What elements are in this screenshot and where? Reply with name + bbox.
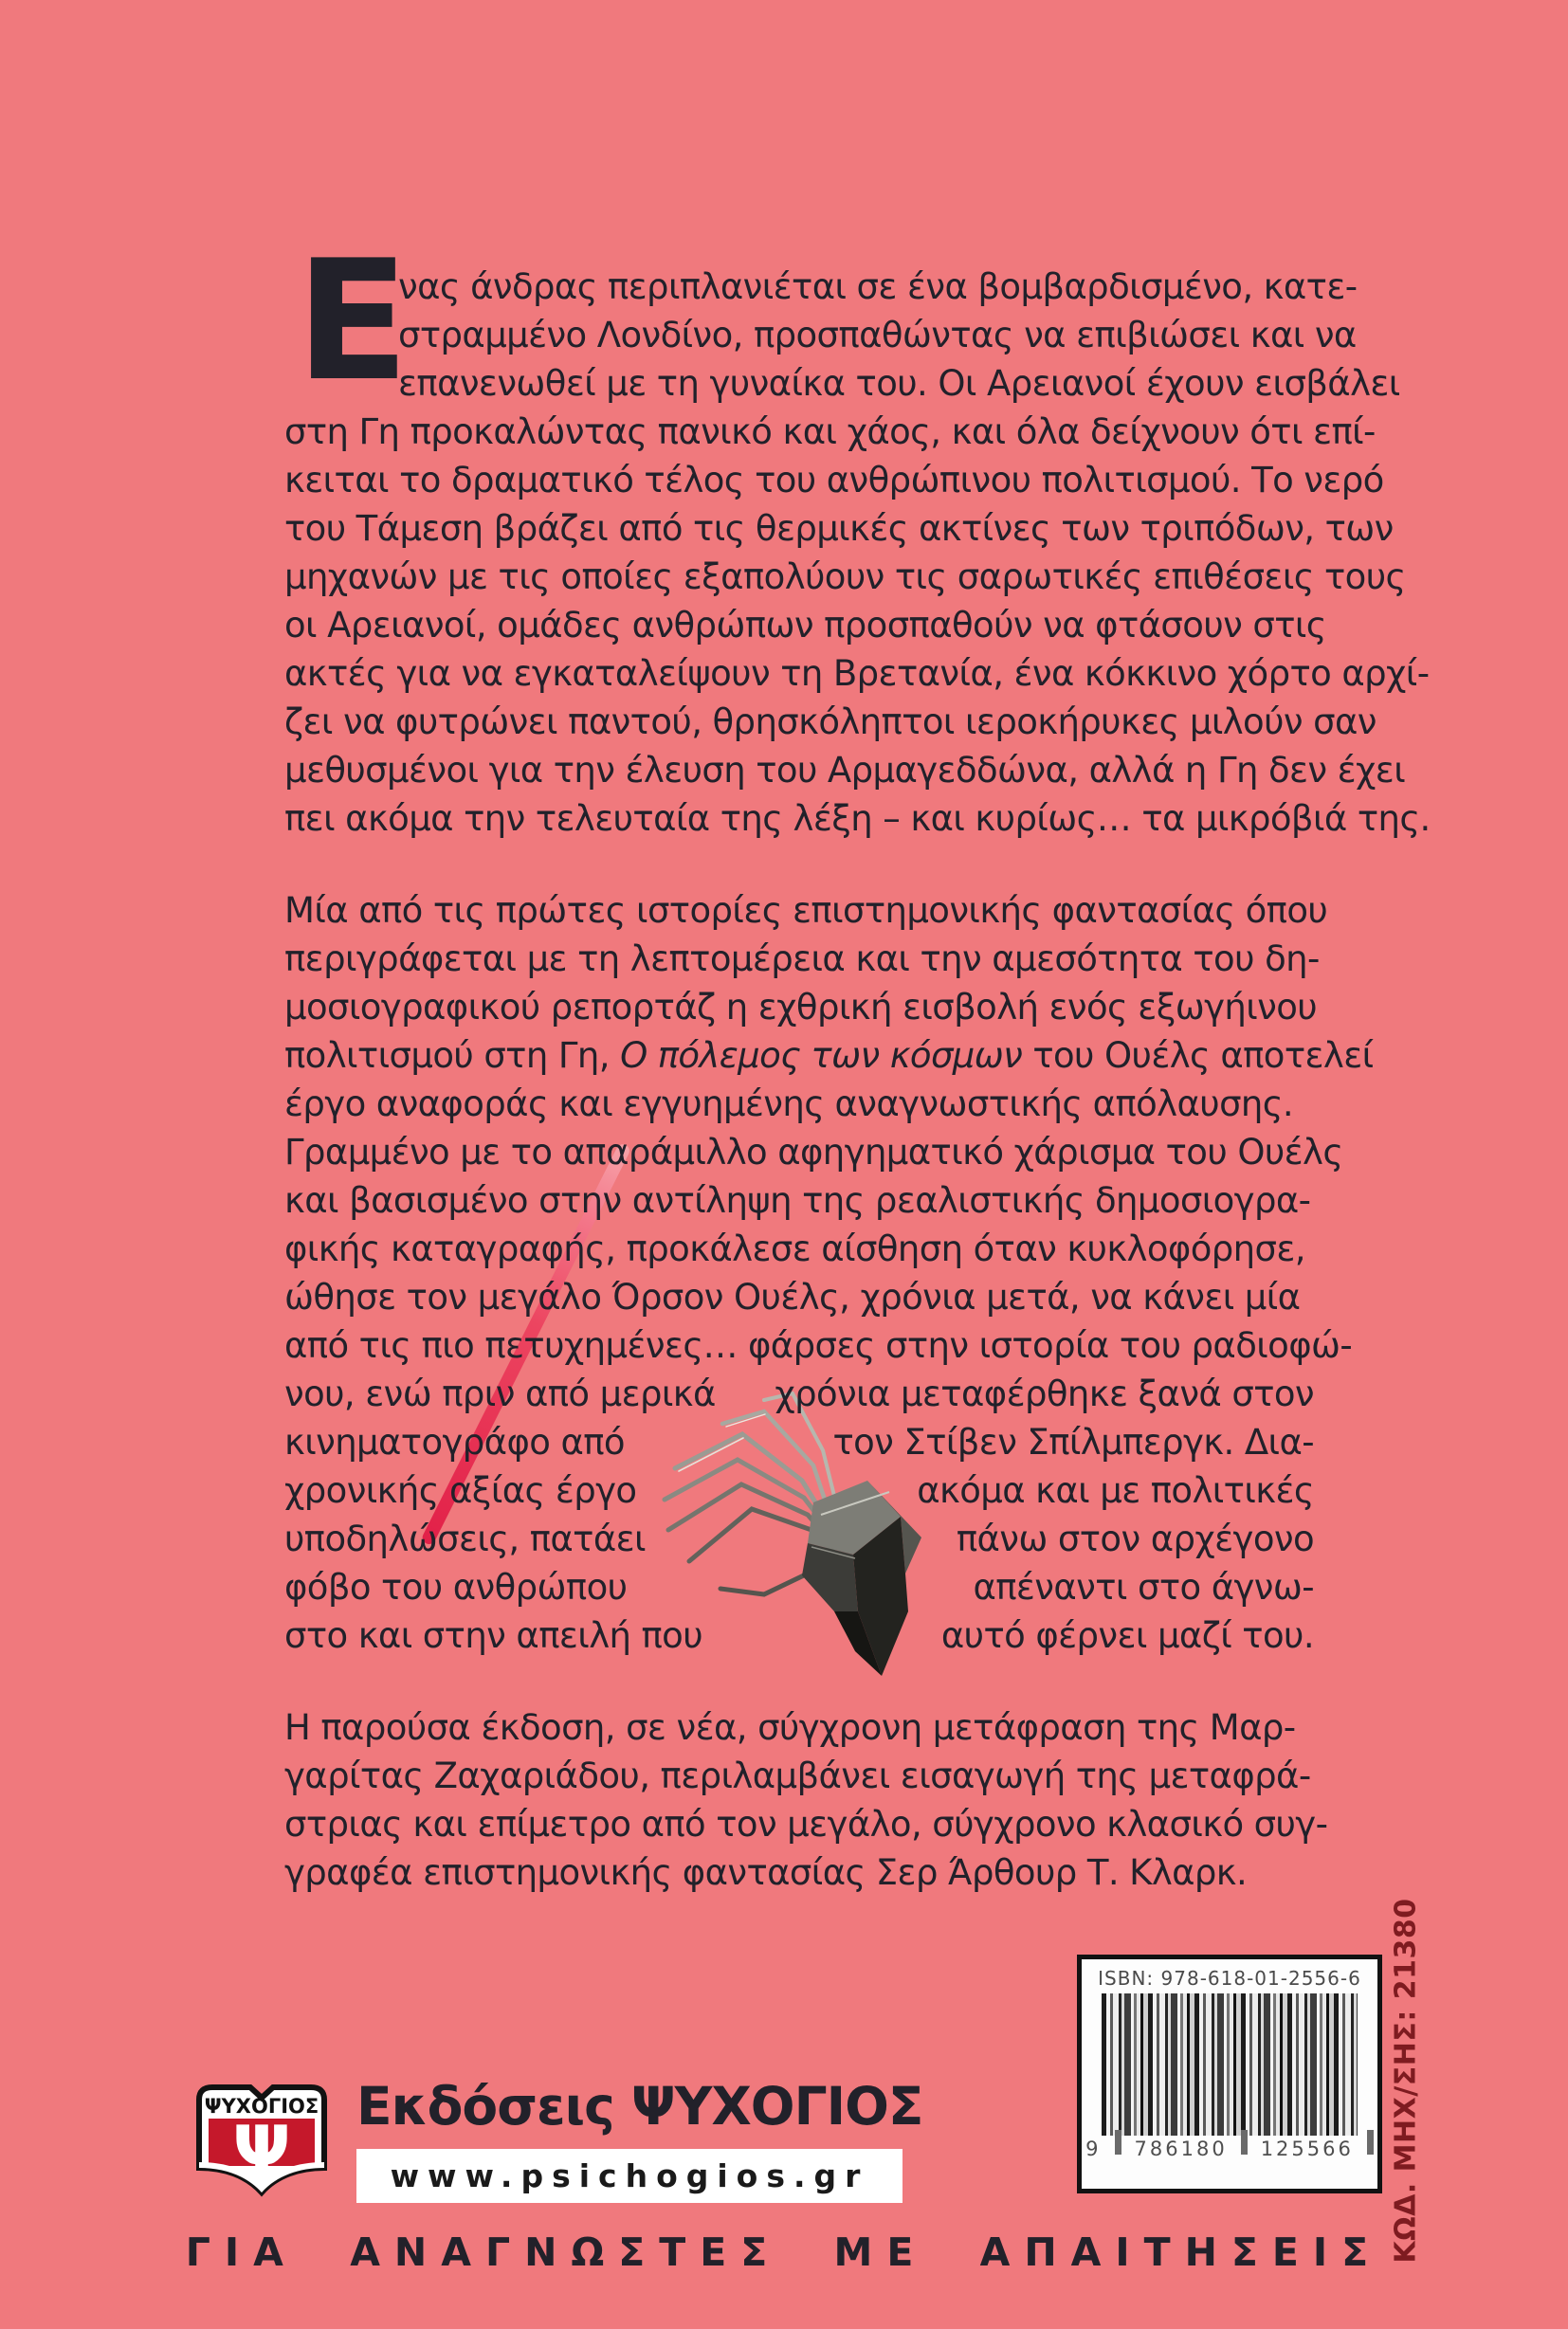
text-line: μοσιογραφικού ρεπορτάζ η εχθρική εισβολή ενός εξωγήινου	[284, 987, 1318, 1028]
text-line: μεθυσμένοι για την έλευση του Αρμαγεδδώνα, αλλά η Γη δεν έχει	[284, 750, 1406, 791]
website-url[interactable]: www.psichogios.gr	[390, 2157, 869, 2194]
machine-code-vertical-text: ΚΩΔ. ΜΗΧ/ΣΗΣ: 21380	[1389, 1898, 1423, 2264]
text-line: γαρίτας Ζαχαριάδου, περιλαμβάνει εισαγωγή της μεταφρά-	[284, 1756, 1311, 1796]
text-line: οι Αρειανοί, ομάδες ανθρώπων προσπαθούν να φτάσουν στις	[284, 605, 1326, 646]
text-line: νου, ενώ πριν από μερικά χρόνια μεταφέρθηκε ξανά στον	[284, 1374, 1314, 1414]
blurb-text	[284, 226, 1431, 1897]
text-line: από τις πιο πετυχημένες… φάρσες στην ιστορία του ραδιοφώ-	[284, 1325, 1353, 1366]
barcode-guard-bar	[1367, 2130, 1374, 2155]
text-line: του Τάμεση βράζει από τις θερμικές ακτίνες των τριπόδων, των	[284, 508, 1394, 549]
publisher-logo	[190, 2079, 334, 2204]
website-bar[interactable]	[356, 2149, 903, 2203]
barcode-guard-bar	[1115, 2130, 1121, 2155]
barcode-bars	[1102, 1993, 1358, 2136]
drop-cap: Ε	[296, 226, 410, 418]
publisher-wordmark: Εκδόσεις ΨΥΧΟΓΙΟΣ	[356, 2076, 923, 2137]
text-line: Γραμμένο με το απαράμιλλο αφηγηματικό χάρισμα του Ουέλς	[284, 1132, 1343, 1173]
text-line: κινηματογράφο από τον Στίβεν Σπίλμπεργκ. Δια-	[284, 1422, 1314, 1463]
text-line: στη Γη προκαλώντας πανικό και χάος, και όλα δείχνουν ότι επί-	[284, 411, 1376, 452]
paragraph-review	[284, 886, 1374, 1660]
text-line: ζει να φυτρώνει παντού, θρησκόληπτοι ιεροκήρυκες μιλούν σαν	[284, 701, 1377, 742]
text-line: στριας και επίμετρο από τον μεγάλο, σύγχρονο κλασικό συγ-	[284, 1804, 1328, 1845]
text-line: νας άνδρας περιπλανιέται σε ένα βομβαρδισμένο, κατε-	[398, 266, 1358, 307]
barcode-guard-bar	[1241, 2130, 1248, 2155]
barcode-digits	[1085, 2138, 1374, 2160]
text-line: επανενωθεί με τη γυναίκα του. Οι Αρειανοί έχουν εισβάλει	[398, 363, 1400, 404]
logo-publisher-name: ΨΥΧΟΓΙΟΣ	[204, 2095, 319, 2118]
text-line: φικής καταγραφής, προκάλεσε αίσθηση όταν κυκλοφόρησε,	[284, 1228, 1305, 1269]
text-line: περιγράφεται με τη λεπτομέρεια και την αμεσότητα του δη-	[284, 938, 1320, 979]
barcode-digit-group: 786180	[1134, 2138, 1228, 2160]
paragraph-edition	[284, 1703, 1328, 1897]
text-line: ώθησε τον μεγάλο Όρσον Ουέλς, χρόνια μετά, να κάνει μία	[284, 1277, 1301, 1318]
text-line: πει ακόμα την τελευταία της λέξη – και κυρίως… τα μικρόβιά της.	[284, 798, 1431, 839]
text-line: κειται το δραματικό τέλος του ανθρώπινου πολιτισμού. Το νερό	[284, 460, 1384, 500]
text-line: μηχανών με τις οποίες εξαπολύουν τις σαρωτικές επιθέσεις τους	[284, 556, 1406, 597]
barcode-digit-group: 125566	[1260, 2138, 1354, 2160]
text-line: και βασισμένο στην αντίληψη της ρεαλιστικής δημοσιογρα-	[284, 1180, 1311, 1221]
paragraph-synopsis	[284, 226, 1431, 843]
barcode-digit-group: 9	[1085, 2138, 1102, 2160]
publisher-tagline: ΓΙΑ ΑΝΑΓΝΩΣΤΕΣ ΜΕ ΑΠΑΙΤΗΣΕΙΣ	[185, 2229, 1383, 2275]
text-line: υποδηλώσεις, πατάει πάνω στον αρχέγονο	[284, 1519, 1314, 1559]
logo-psi-letter: Ψ	[232, 2111, 291, 2191]
text-line: γραφέα επιστημονικής φαντασίας Σερ Άρθουρ Τ. Κλαρκ.	[284, 1852, 1248, 1893]
text-line: στο και στην απειλή που αυτό φέρνει μαζί του.	[284, 1615, 1314, 1656]
text-line: ακτές για να εγκαταλείψουν τη Βρετανία, ένα κόκκινο χόρτο αρχί-	[284, 653, 1430, 694]
barcode-block	[1077, 1955, 1382, 2193]
isbn-text: ISBN: 978-618-01-2556-6	[1098, 1967, 1361, 1990]
text-line: έργο αναφοράς και εγγυημένης αναγνωστικής απόλαυσης.	[284, 1083, 1294, 1124]
text-line: χρονικής αξίας έργο ακόμα και με πολιτικές	[284, 1470, 1314, 1511]
text-line: φόβο του ανθρώπου απέναντι στο άγνω-	[284, 1567, 1314, 1608]
text-line: Η παρούσα έκδοση, σε νέα, σύγχρονη μετάφραση της Μαρ-	[284, 1707, 1296, 1748]
text-line: στραμμένο Λονδίνο, προσπαθώντας να επιβιώσει και να	[398, 315, 1357, 355]
text-line: Μία από τις πρώτες ιστορίες επιστημονικής φαντασίας όπου	[284, 890, 1328, 931]
text-line: πολιτισμού στη Γη, Ο πόλεμος των κόσμων του Ουέλς αποτελεί	[284, 1035, 1374, 1076]
